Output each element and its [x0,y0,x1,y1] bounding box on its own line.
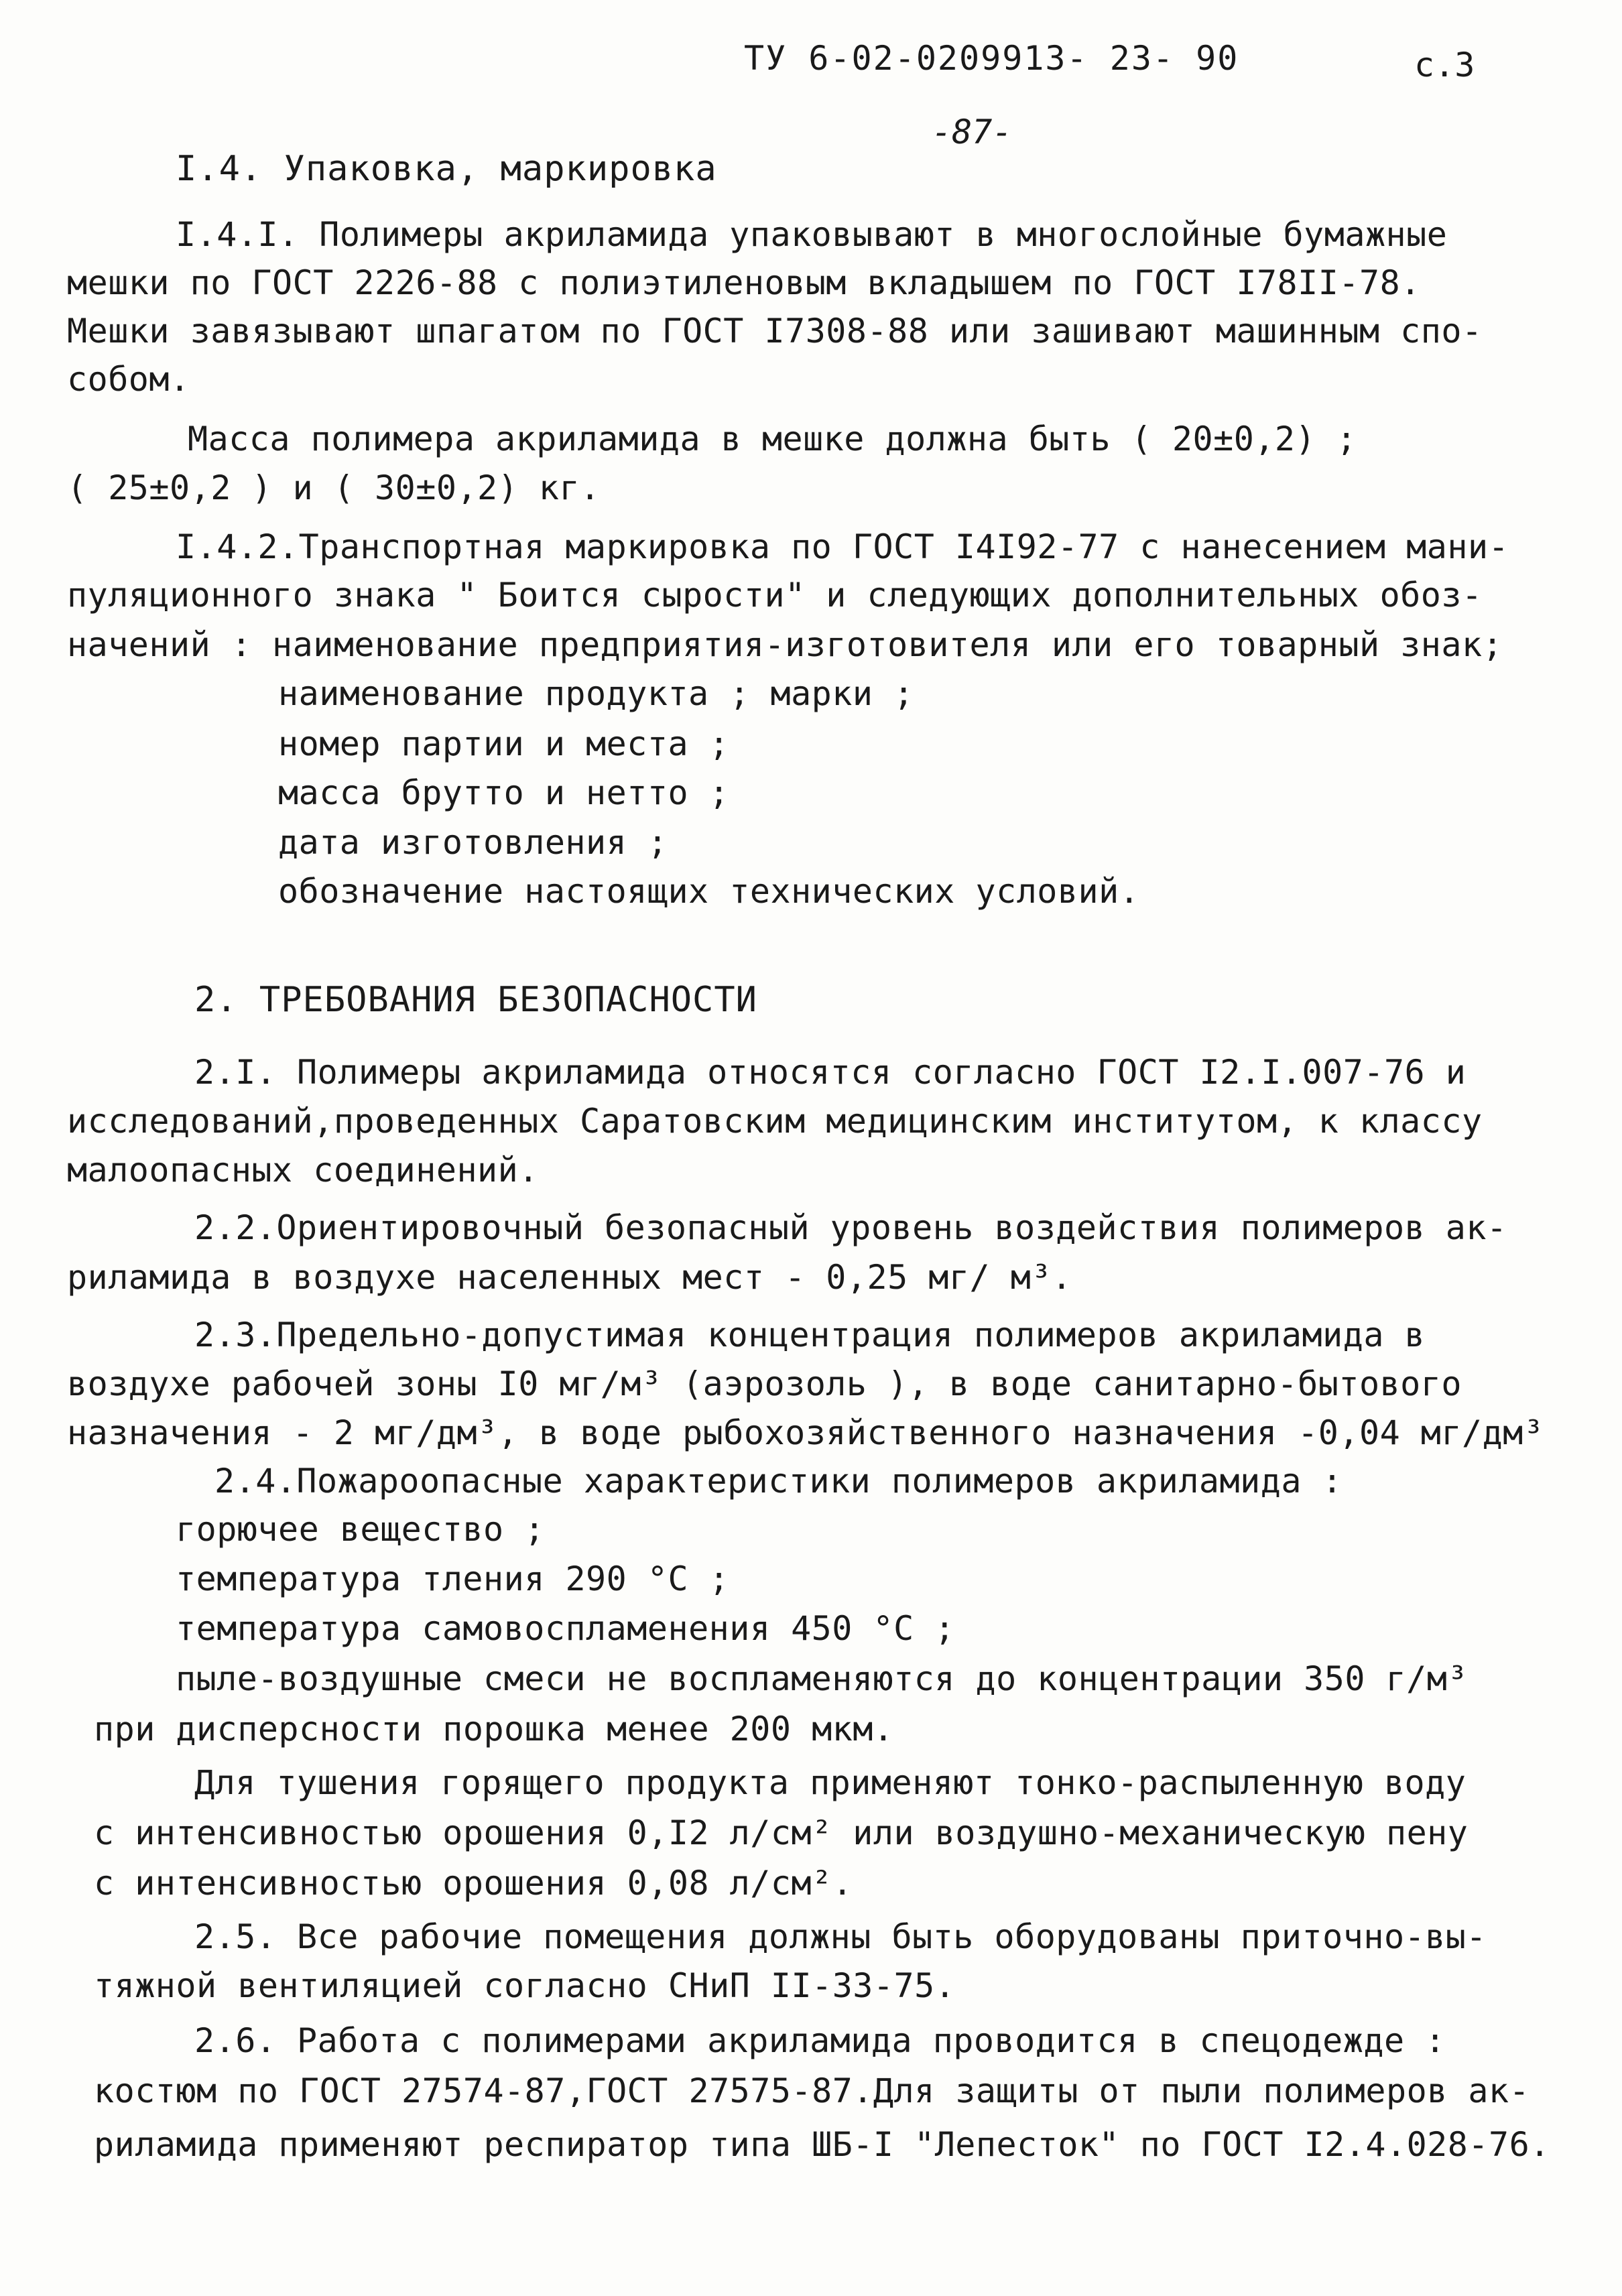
text-line: температура тления 290 °С ; [176,1559,730,1598]
list-item: обозначение настоящих технических условий. [278,872,1140,911]
text-line: малоопасных соединений. [67,1151,539,1190]
text-line: при дисперсности порошка менее 200 мкм. [94,1710,894,1748]
text-line: 2.2.Ориентировочный безопасный уровень воздействия полимеров ак- [194,1208,1507,1247]
text-line: Для тушения горящего продукта применяют тонко-распыленную воду [194,1763,1467,1802]
text-line: температура самовоспламенения 450 °С ; [176,1609,955,1648]
list-item: номер партии и места ; [278,724,730,763]
text-line: начений : наименование предприятия-изготовителя или его товарный знак; [67,625,1503,664]
text-line: I.4.I. Полимеры акриламида упаковывают в многослойные бумажные [176,215,1448,254]
text-line: 2.3.Предельно-допустимая концентрация полимеров акриламида в [194,1316,1426,1354]
text-line: риламида применяют респиратор типа ШБ-I "Лепесток" по ГОСТ I2.4.028-76. [94,2125,1550,2164]
text-line: пуляционного знака " Боится сырости" и следующих дополнительных обоз- [67,576,1483,615]
text-line: костюм по ГОСТ 27574-87,ГОСТ 27575-87.Для защиты от пыли полимеров ак- [94,2071,1530,2110]
text-line: Мешки завязывают шпагатом по ГОСТ I7308-88 или зашивают машинным спо- [67,312,1483,350]
text-line: риламида в воздухе населенных мест - 0,25 мг/ м³. [67,1258,1072,1297]
text-line: горючее вещество ; [176,1510,545,1549]
list-item: наименование продукта ; марки ; [278,674,914,713]
text-line: Масса полимера акриламида в мешке должна быть ( 20±0,2) ; [188,420,1357,458]
list-item: масса брутто и нетто ; [278,773,730,812]
text-line: собом. [67,360,190,399]
text-line: с интенсивностью орошения 0,I2 л/см² или воздушно-механическую пену [94,1813,1469,1852]
text-line: 2.I. Полимеры акриламида относятся согласно ГОСТ I2.I.007-76 и [194,1053,1467,1092]
text-line: 2.5. Все рабочие помещения должны быть оборудованы приточно-вы- [194,1917,1487,1956]
text-line: ( 25±0,2 ) и ( 30±0,2) кг. [67,468,601,507]
text-line: назначения - 2 мг/дм³, в воде рыбохозяйственного назначения -0,04 мг/дм³ [67,1413,1544,1452]
text-line: с интенсивностью орошения 0,08 л/см². [94,1864,853,1903]
section-1-4-title: I.4. Упаковка, маркировка [176,149,717,189]
text-line: исследований,проведенных Саратовским медицинским институтом, к классу [67,1102,1483,1141]
text-line: 2.4.Пожароопасные характеристики полимеров акриламида : [214,1462,1343,1501]
section-2-title: 2. ТРЕБОВАНИЯ БЕЗОПАСНОСТИ [194,980,757,1020]
text-line: 2.6. Работа с полимерами акриламида проводится в спецодежде : [194,2021,1446,2060]
text-line: воздухе рабочей зоны I0 мг/м³ (аэрозоль ), в воде санитарно-бытового [67,1364,1462,1403]
text-line: мешки по ГОСТ 2226-88 с полиэтиленовым вкладышем по ГОСТ I78II-78. [67,263,1421,302]
document-code: ТУ 6-02-0209913- 23- 90 [744,39,1239,78]
page-number: с.3 [1414,46,1475,84]
handwritten-page-number: -87- [932,113,1013,151]
text-line: тяжной вентиляцией согласно СНиП II-33-75. [94,1966,956,2005]
list-item: дата изготовления ; [278,823,668,862]
text-line: пыле-воздушные смеси не воспламеняются до концентрации 350 г/м³ [176,1659,1468,1698]
text-line: I.4.2.Транспортная маркировка по ГОСТ I4I92-77 с нанесением мани- [176,527,1509,566]
